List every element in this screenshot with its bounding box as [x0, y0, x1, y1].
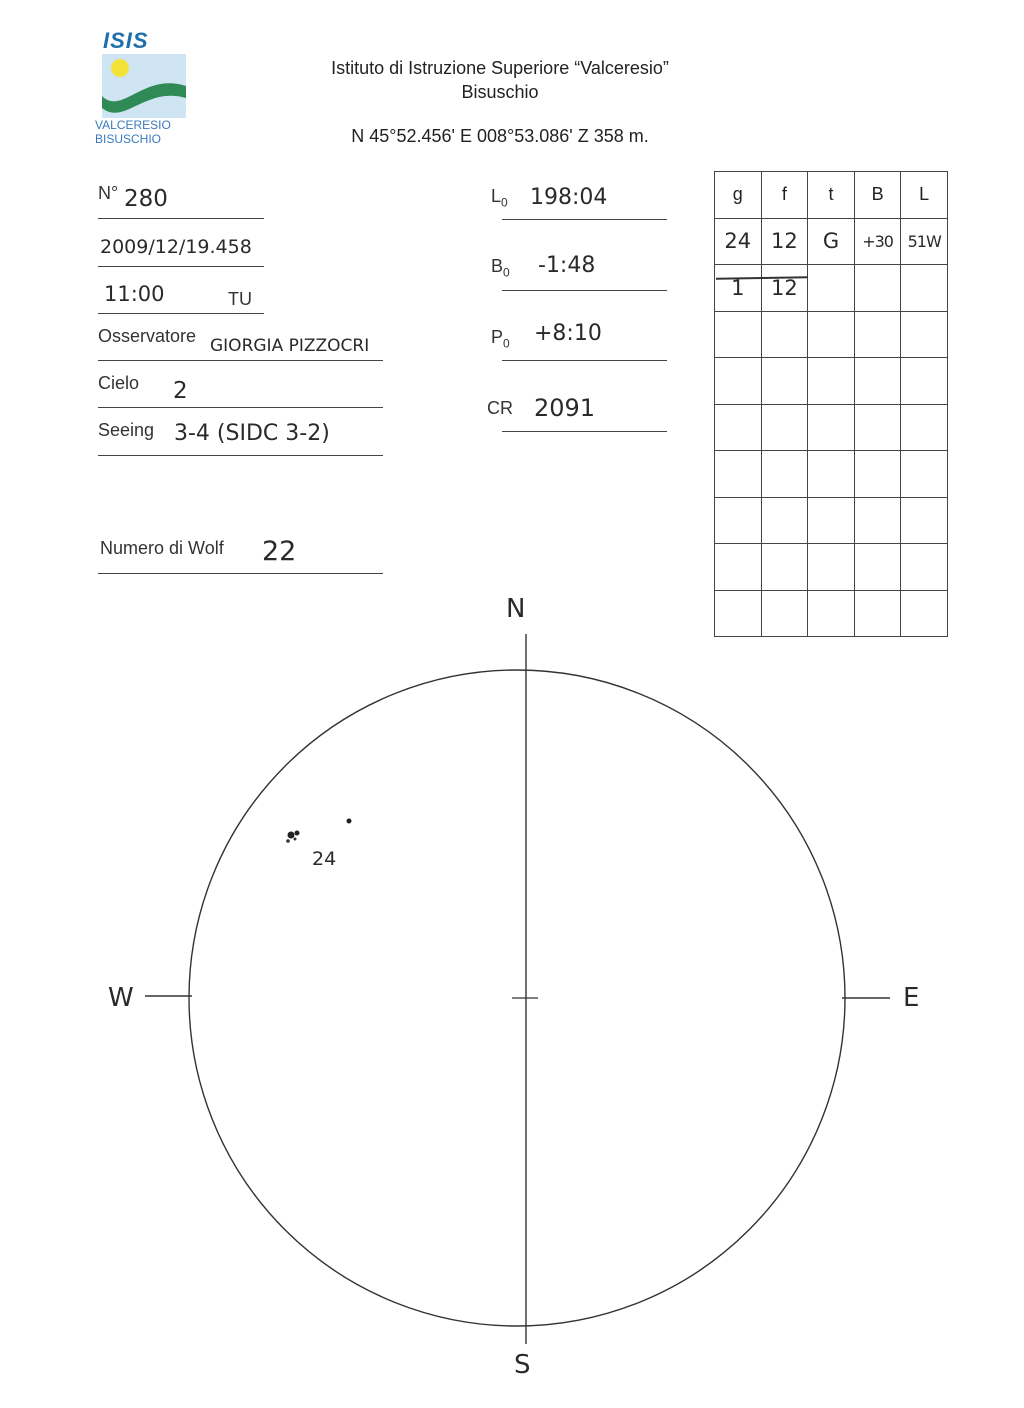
institute-name: Istituto di Istruzione Superiore “Valceresio”: [331, 58, 669, 78]
sunspot: [286, 839, 290, 843]
sunspot: [295, 831, 300, 836]
logo-caption-2: BISUSCHIO: [95, 132, 162, 146]
l0-label-letter: L: [491, 186, 502, 206]
south-label: S: [514, 1350, 531, 1380]
header-f: f: [761, 172, 808, 219]
sunspot-group: [286, 819, 351, 843]
header-t: t: [808, 172, 855, 219]
b0-label-sub: 0: [503, 265, 510, 280]
west-label: W: [108, 983, 134, 1013]
sunspot: [294, 838, 297, 841]
observer-value: GIORGIA PIZZOCRI: [210, 336, 370, 356]
l0-value: 198:04: [530, 185, 608, 210]
header-l: L: [901, 172, 948, 219]
seeing-label: Seeing: [98, 420, 155, 440]
sky-label: Cielo: [98, 373, 140, 393]
number-value: 280: [124, 186, 168, 212]
logo-text: ISIS: [103, 28, 149, 53]
number-label: N°: [98, 183, 119, 203]
header-g: g: [715, 172, 762, 219]
cr-value: 2091: [534, 394, 596, 422]
sky-value: 2: [173, 378, 188, 404]
table-cell: 12: [761, 265, 808, 312]
table-cell: 12: [761, 218, 808, 265]
table-cell: G: [808, 218, 855, 265]
p0-value: +8:10: [534, 321, 602, 346]
b0-label-letter: B: [491, 256, 504, 276]
date-value: 2009/12/19.458: [100, 236, 252, 258]
north-label: N: [506, 594, 526, 624]
b0-value: -1:48: [538, 253, 596, 278]
table-cell: +30: [854, 218, 901, 265]
wolf-value: 22: [262, 536, 297, 567]
logo-caption-1: VALCERESIO: [95, 118, 171, 132]
sunspot: [347, 819, 352, 824]
table-cell: 1: [715, 265, 762, 312]
observer-label: Osservatore: [98, 326, 197, 346]
l0-label-sub: 0: [501, 195, 508, 210]
wolf-label: Numero di Wolf: [100, 538, 224, 558]
group-number-label: 24: [312, 848, 337, 870]
east-label: E: [903, 983, 920, 1013]
p0-label-sub: 0: [503, 336, 510, 351]
table-cell: 24: [715, 218, 762, 265]
sunspot: [288, 832, 295, 839]
time-unit: TU: [228, 289, 252, 309]
table-cell: 51W: [901, 218, 948, 265]
p0-label-letter: P: [491, 327, 504, 347]
seeing-value: 3-4 (SIDC 3-2): [174, 421, 330, 446]
time-value: 11:00: [104, 282, 165, 306]
station-coordinates: N 45°52.456' E 008°53.086' Z 358 m.: [351, 126, 649, 146]
header-b: B: [854, 172, 901, 219]
institute-town: Bisuschio: [461, 82, 539, 102]
cr-label: CR: [487, 398, 513, 418]
